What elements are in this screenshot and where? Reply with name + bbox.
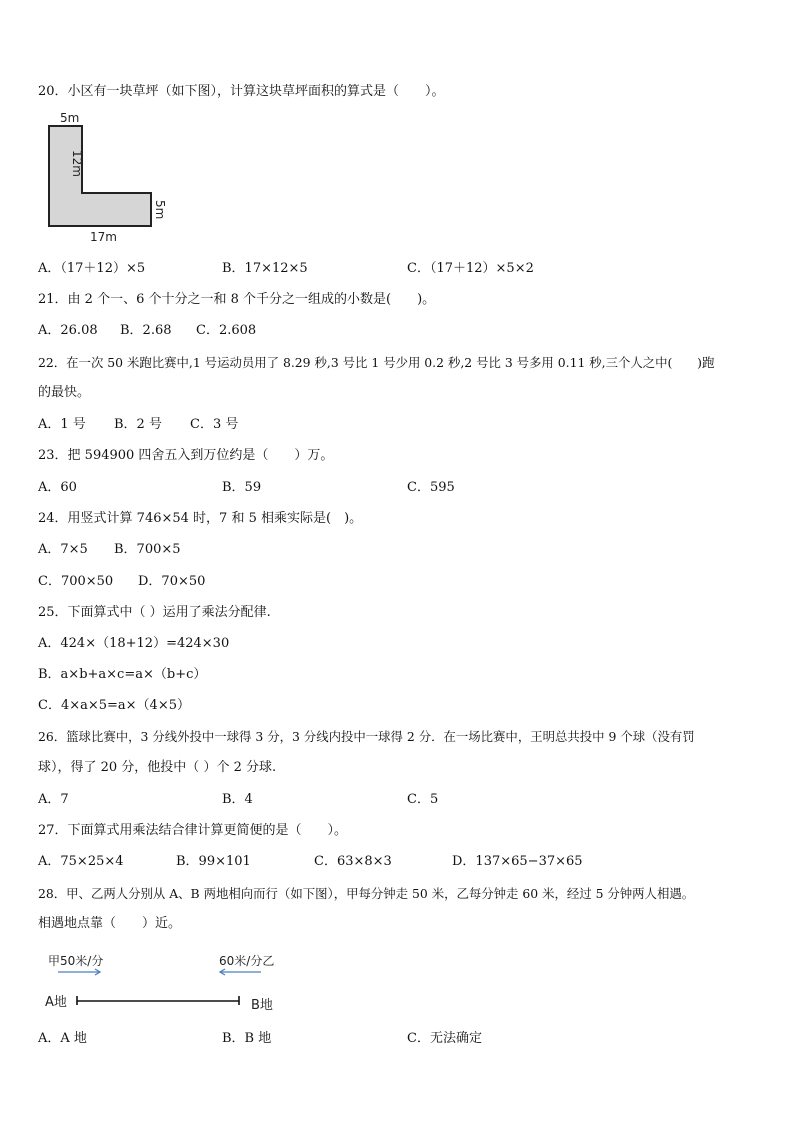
question-21-option-a[interactable]: A．26.08 [38,323,98,338]
meeting-route-figure [40,960,280,1010]
lawn-height-label: 12m [70,150,84,177]
question-20-option-b[interactable]: B．17×12×5 [222,261,308,276]
question-26-stem: 26．篮球比赛中，3 分线外投中一球得 3 分，3 分线内投中一球得 2 分．在一场比赛中，王明总共投中 9 个球（没有罚 [38,729,695,744]
question-21-option-c[interactable]: C．2.608 [196,323,257,338]
question-24-option-b[interactable]: B．700×5 [114,542,181,557]
question-26-option-c[interactable]: C．5 [407,792,439,807]
question-27-option-d[interactable]: D．137×65−37×65 [452,854,583,869]
question-23-option-b[interactable]: B．59 [222,480,262,495]
lawn-right-height-label: 5m [153,200,167,220]
question-27-stem: 27．下面算式用乘法结合律计算更简便的是（ ）。 [38,823,348,838]
question-27-option-a[interactable]: A．75×25×4 [38,854,124,869]
question-28-option-b[interactable]: B．B 地 [222,1031,272,1046]
question-25-option-b[interactable]: B．a×b+a×c=a×（b+c） [38,667,207,682]
question-20-stem: 20．小区有一块草坪（如下图），计算这块草坪面积的算式是（ ）。 [38,84,445,99]
question-26-stem-continued: 球），得了 20 分，他投中（ ）个 2 分球. [38,760,277,775]
lawn-shape [49,126,151,226]
lawn-top-width-label: 5m [60,111,80,125]
question-25-option-a[interactable]: A．424×（18+12）=424×30 [38,636,230,651]
question-26-option-a[interactable]: A．7 [38,792,69,807]
question-22-option-a[interactable]: A．1 号 [38,417,86,432]
question-20-option-c[interactable]: C．（17＋12）×5×2 [407,261,534,276]
question-28-stem: 28．甲、乙两人分别从 A、B 两地相向而行（如下图），甲每分钟走 50 米，乙每分钟走 60 米，经过 5 分钟两人相遇。 [38,886,695,901]
question-24-stem: 24．用竖式计算 746×54 时，7 和 5 相乘实际是( )。 [38,511,363,526]
question-25-stem: 25．下面算式中（ ）运用了乘法分配律. [38,605,271,620]
person-yi-speed-label: 60米/分乙 [219,954,275,968]
question-22-option-b[interactable]: B．2 号 [114,417,162,432]
question-27-option-b[interactable]: B．99×101 [176,854,251,869]
question-23-option-a[interactable]: A．60 [38,480,77,495]
question-21-stem: 21．由 2 个一、6 个十分之一和 8 个千分之一组成的小数是( )。 [38,292,436,307]
question-27-option-c[interactable]: C．63×8×3 [314,854,392,869]
question-24-option-d[interactable]: D．70×50 [138,574,206,589]
question-23-option-c[interactable]: C．595 [407,480,455,495]
question-22-stem-continued: 的最快。 [38,385,91,400]
question-25-option-c[interactable]: C．4×a×5=a×（4×5） [38,698,190,713]
lawn-bottom-length-label: 17m [90,230,117,244]
question-24-option-a[interactable]: A．7×5 [38,542,88,557]
question-28-stem-continued: 相遇地点靠（ ）近。 [38,916,182,931]
l-shaped-lawn-figure [40,108,180,248]
person-jia-speed-label: 甲50米/分 [48,954,104,968]
question-22-option-c[interactable]: C．3 号 [190,417,239,432]
question-28-option-a[interactable]: A．A 地 [38,1031,87,1046]
question-26-option-b[interactable]: B．4 [222,792,253,807]
place-b-label: B地 [251,998,273,1013]
question-21-option-b[interactable]: B．2.68 [120,323,172,338]
question-28-option-c[interactable]: C．无法确定 [407,1031,482,1046]
place-a-label: A地 [45,995,67,1010]
question-24-option-c[interactable]: C．700×50 [38,574,114,589]
question-23-stem: 23．把 594900 四舍五入到万位约是（ ）万。 [38,448,334,463]
question-22-stem: 22．在一次 50 米跑比赛中,1 号运动员用了 8.29 秒,3 号比 1 号少用 0.2 秒,2 号比 3 号多用 0.11 秒,三个人之中( )跑 [38,355,715,370]
question-20-option-a[interactable]: A．（17＋12）×5 [38,261,146,276]
